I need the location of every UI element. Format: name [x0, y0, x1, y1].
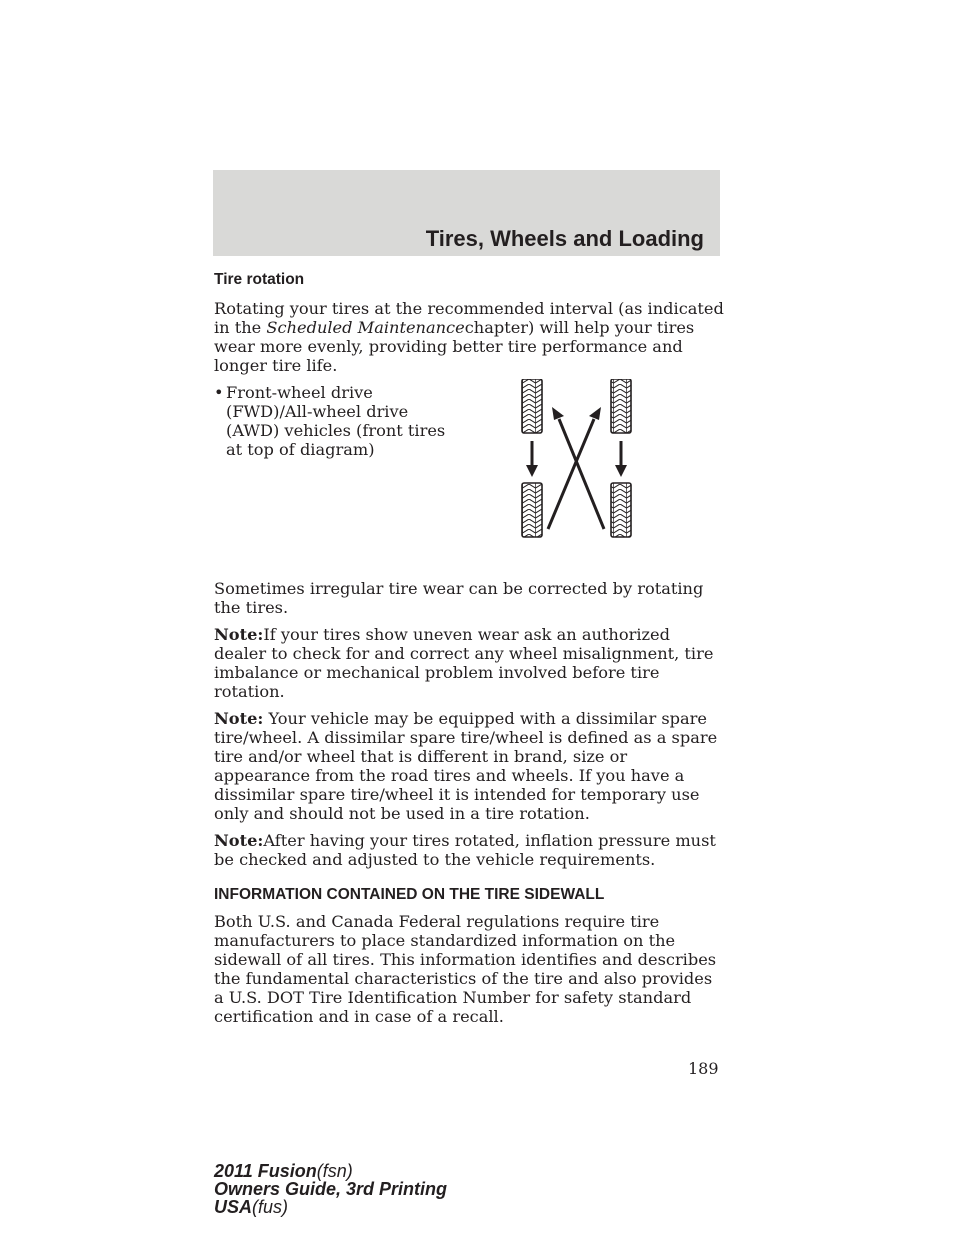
- footer-model: 2011 Fusion: [214, 1161, 317, 1181]
- note-label: Note:: [214, 831, 264, 850]
- section-header-band: [213, 170, 720, 256]
- note-3: [214, 831, 724, 869]
- note-2: [214, 709, 724, 823]
- note-1: [214, 625, 724, 701]
- footer-line-3: [214, 1198, 447, 1216]
- note-text: Your vehicle may be equipped with a dissimilar spare tire/wheel. A dissimilar spare tire/wheel is defined as a spare tire and/or wheel that is different in brand, size or appearance from the road tires and wheels. If you have a dissimilar spare tire/wheel it is intended for temporary use only and should not be used in a tire rotation.: [214, 709, 718, 823]
- page-content: [214, 270, 724, 1034]
- bullet-text: Front-wheel drive (FWD)/All-wheel drive (AWD) vehicles (front tires at top of diagram): [226, 383, 446, 459]
- arrow-right-down: [615, 441, 627, 477]
- footer-line-2: Owners Guide, 3rd Printing: [214, 1179, 448, 1199]
- intro-part2: chapter) will help your tires wear more evenly, providing better tire performance and longer tire life.: [214, 318, 695, 375]
- bullet-item: [214, 383, 464, 459]
- sidewall-heading: INFORMATION CONTAINED ON THE TIRE SIDEWALL: [214, 886, 605, 903]
- tire-rotation-intro: [214, 299, 724, 375]
- intro-part1: Rotating your tires at the recommended interval (as indicated in the: [214, 299, 724, 337]
- arrow-cross-to-front-right: [548, 407, 601, 529]
- bullet-dot: •: [214, 383, 224, 402]
- bullet-with-diagram: [214, 383, 724, 569]
- section-title: Tires, Wheels and Loading: [425, 226, 704, 251]
- note-label: Note:: [214, 625, 264, 644]
- page-number: 189: [688, 1059, 719, 1078]
- arrow-left-down: [526, 441, 538, 477]
- tire-rear-right: [611, 483, 631, 537]
- footer: [214, 1162, 447, 1216]
- tire-front-left: [522, 379, 542, 433]
- footer-line-1: [214, 1162, 447, 1180]
- arrow-cross-to-front-left: [552, 407, 604, 529]
- sidewall-text: Both U.S. and Canada Federal regulations require tire manufacturers to place standardized information on the sidewall of all tires. This information identifies and describes the fundamental characteristics of the tire and also provides a U.S. DOT Tire Identification Number for safety standard certification and in case of a recall.: [214, 912, 717, 1026]
- scheduled-maintenance-reference: Scheduled Maintenance: [266, 318, 465, 337]
- footer-model-code: (fsn): [316, 1161, 353, 1181]
- tire-rotation-heading: Tire rotation: [214, 271, 305, 288]
- tire-rotation-diagram: [516, 379, 636, 539]
- note-text: If your tires show uneven wear ask an authorized dealer to check for and correct any wheel misalignment, tire imbalance or mechanical problem involved before tire rotation.: [214, 625, 714, 701]
- tire-rear-left: [522, 483, 542, 537]
- note-label: Note:: [214, 709, 264, 728]
- footer-market-code: (fus): [252, 1197, 289, 1217]
- note-text: After having your tires rotated, inflation pressure must be checked and adjusted to the vehicle requirements.: [214, 831, 716, 869]
- footer-market: USA: [214, 1197, 253, 1217]
- tire-front-right: [611, 379, 631, 433]
- irregular-wear-text: Sometimes irregular tire wear can be corrected by rotating the tires.: [214, 579, 704, 617]
